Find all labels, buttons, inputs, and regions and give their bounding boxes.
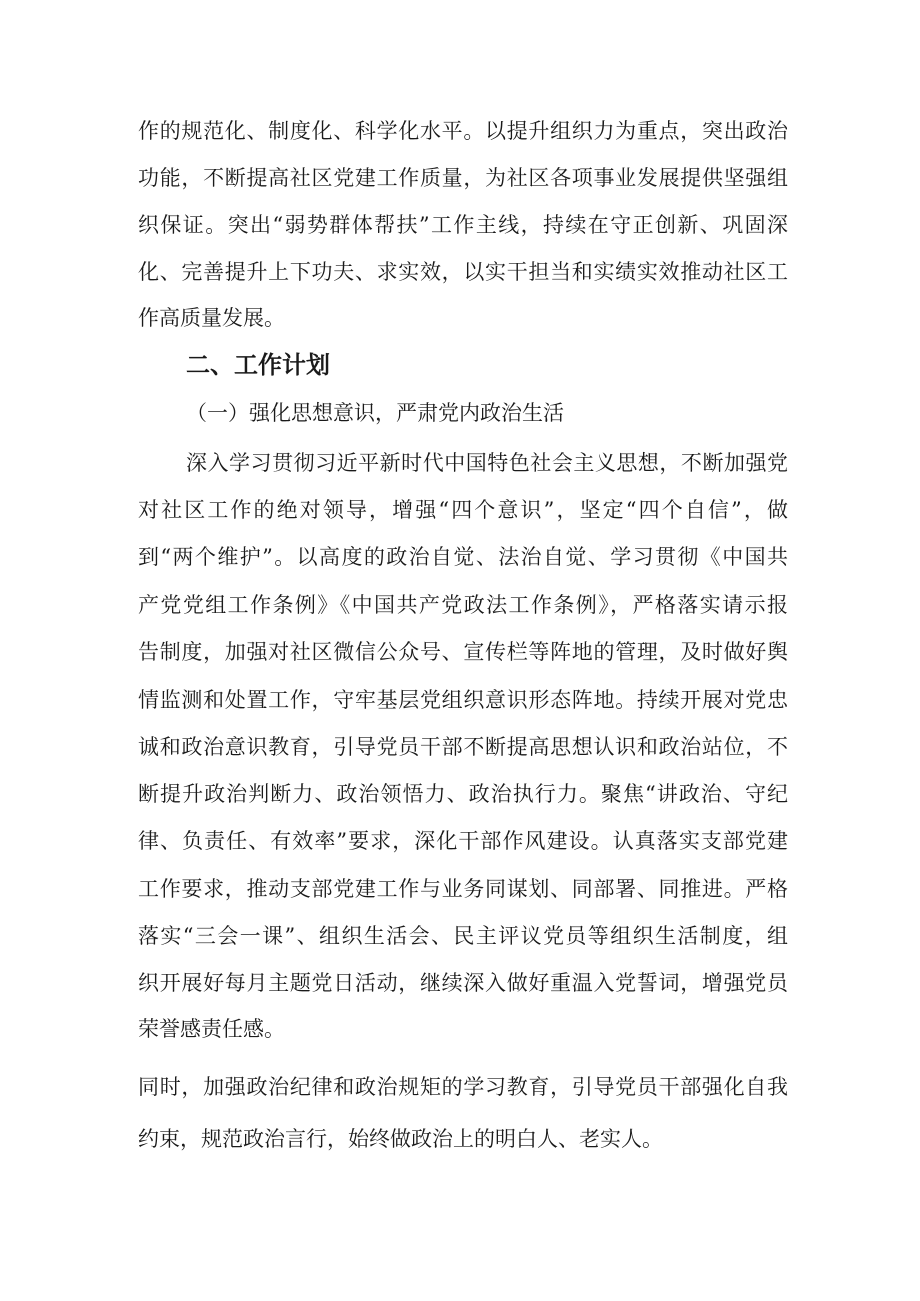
paragraph-line: 律、负责任、有效率”要求，深化干部作风建设。认真落实支部党建 xyxy=(138,829,788,853)
paragraph-line: 约束，规范政治言行，始终做政治上的明白人、老实人。 xyxy=(138,1127,663,1151)
paragraph-line: 情监测和处置工作，守牢基层党组织意识形态阵地。持续开展对党忠 xyxy=(138,688,788,712)
paragraph-line: 同时，加强政治纪律和政治规矩的学习教育，引导党员干部强化自我 xyxy=(138,1075,788,1099)
paragraph-line: 诚和政治意识教育，引导党员干部不断提高思想认识和政治站位，不 xyxy=(138,735,788,759)
paragraph-line: 产党党组工作条例》《中国共产党政法工作条例》，严格落实请示报 xyxy=(138,593,788,617)
subsection-heading: （一）强化思想意识，严肃党内政治生活 xyxy=(186,401,564,425)
paragraph-line: 告制度，加强对社区微信公众号、宣传栏等阵地的管理，及时做好舆 xyxy=(138,640,788,664)
paragraph-line: 落实“三会一课”、组织生活会、民主评议党员等组织生活制度，组 xyxy=(138,924,788,948)
paragraph-line: 到“两个维护”。以高度的政治自觉、法治自觉、学习贯彻《中国共 xyxy=(138,545,788,569)
paragraph-line: 化、完善提升上下功夫、求实效，以实干担当和实绩实效推动社区工 xyxy=(138,260,788,284)
paragraph-line: 功能，不断提高社区党建工作质量，为社区各项事业发展提供坚强组 xyxy=(138,166,788,190)
paragraph-line: 作的规范化、制度化、科学化水平。以提升组织力为重点，突出政治 xyxy=(138,119,788,143)
paragraph-line: 对社区工作的绝对领导，增强“四个意识”，坚定“四个自信”，做 xyxy=(138,498,788,522)
section-heading: 二、工作计划 xyxy=(186,351,330,379)
paragraph-line: 荣誉感责任感。 xyxy=(138,1017,285,1041)
paragraph-line: 工作要求，推动支部党建工作与业务同谋划、同部署、同推进。严格 xyxy=(138,877,788,901)
paragraph-line: 织保证。突出“弱势群体帮扶”工作主线，持续在守正创新、巩固深 xyxy=(138,213,788,237)
paragraph-line: 深入学习贯彻习近平新时代中国特色社会主义思想，不断加强党 xyxy=(186,451,788,475)
paragraph-line: 织开展好每月主题党日活动，继续深入做好重温入党誓词，增强党员 xyxy=(138,971,788,995)
paragraph-line: 断提升政治判断力、政治领悟力、政治执行力。聚焦“讲政治、守纪 xyxy=(138,782,788,806)
paragraph-line: 作高质量发展。 xyxy=(138,306,285,330)
